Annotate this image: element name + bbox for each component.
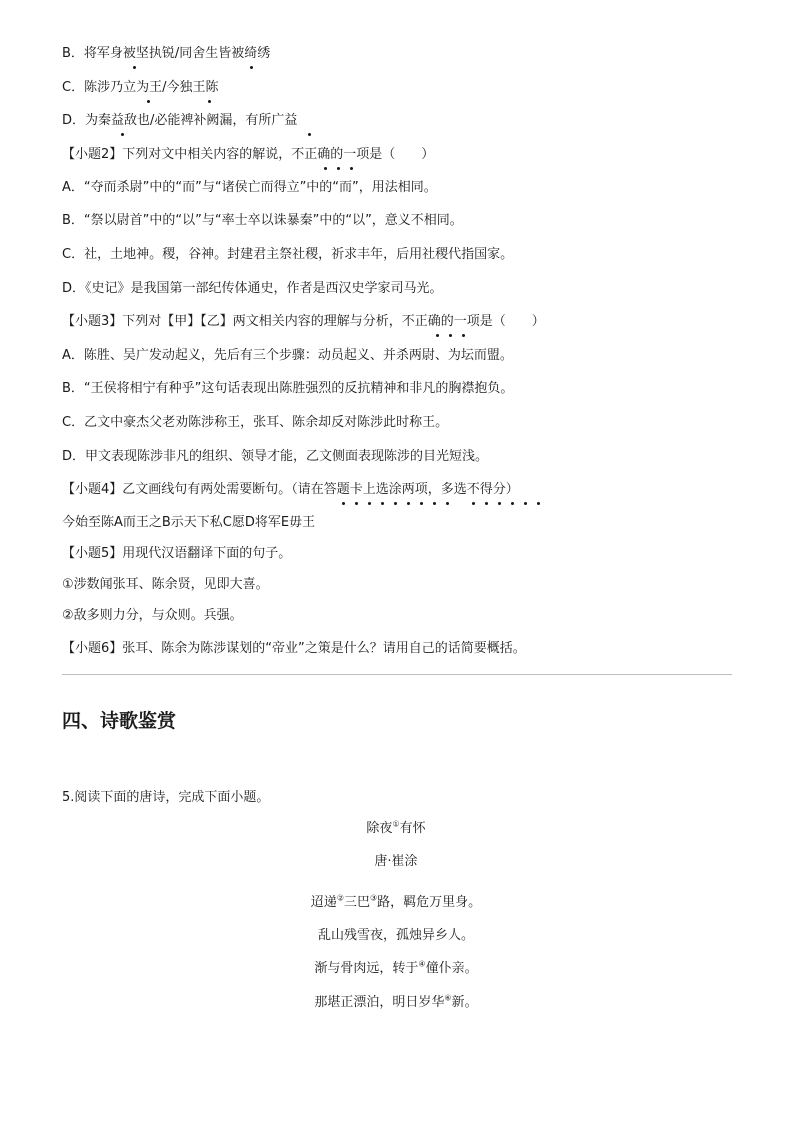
- q5-stem: 【小题5】用现代汉语翻译下面的句子。: [62, 546, 292, 561]
- q2-option-d: D．《史记》是我国第一部纪传体通史，作者是西汉史学家司马光。: [62, 281, 443, 296]
- poem-line-3: 渐与骨肉远，转于④僮仆亲。: [314, 959, 478, 976]
- emphasis-dot: [250, 66, 253, 69]
- emphasis-dot: [436, 334, 439, 337]
- emphasis-dot: [208, 100, 211, 103]
- emphasis-dot: [407, 502, 410, 505]
- poem-line-1: 迢递②三巴③路，羁危万里身。: [310, 893, 482, 910]
- poem-line-2: 乱山残雪夜，孤烛异乡人。: [317, 928, 474, 943]
- q4-sentence: 今始至陈A而王之B示天下私C愿D将军E毋王: [62, 515, 316, 530]
- emphasis-dot: [420, 502, 423, 505]
- footnote-marker: ②: [336, 893, 344, 903]
- emphasis-dot: [394, 502, 397, 505]
- poem-line-4: 那堪正漂泊，明日岁华⑥新。: [314, 993, 478, 1010]
- footnote-marker: ①: [392, 819, 400, 829]
- footnote-marker: ③: [370, 893, 378, 903]
- poem-author: 唐·崔涂: [374, 854, 418, 869]
- emphasis-dot: [537, 502, 540, 505]
- q3-option-c: C．乙文中豪杰父老劝陈涉称王，张耳、陈余却反对陈涉此时称王。: [62, 415, 449, 430]
- section-heading: 四、诗歌鉴赏: [62, 710, 177, 732]
- emphasis-dot: [324, 167, 327, 170]
- emphasis-dot: [350, 167, 353, 170]
- q3-stem: 【小题3】下列对【甲】【乙】两文相关内容的理解与分析，不正确的一项是（ ）: [62, 314, 545, 329]
- q1-option-b: B．将军身被坚执锐/同舍生皆被绮绣: [62, 46, 271, 61]
- emphasis-dot: [485, 502, 488, 505]
- footnote-marker: ④: [418, 959, 426, 969]
- emphasis-dot: [133, 66, 136, 69]
- emphasis-dot: [498, 502, 501, 505]
- q4-stem: 【小题4】乙文画线句有两处需要断句。（请在答题卡上选涂两项，多选不得分）: [62, 482, 519, 497]
- emphasis-dot: [524, 502, 527, 505]
- poem-title: 除夜①有怀: [366, 819, 426, 836]
- emphasis-dot: [121, 133, 124, 136]
- q5-sentence-1: ①涉数闻张耳、陈余贤，见即大喜。: [62, 577, 269, 592]
- section-divider: [62, 674, 732, 675]
- emphasis-dot: [147, 100, 150, 103]
- emphasis-dot: [433, 502, 436, 505]
- q2-option-c: C．社，土地神。稷，谷神。封建君主祭社稷，祈求丰年，后用社稷代指国家。: [62, 247, 514, 262]
- q3-option-d: D．甲文表现陈涉非凡的组织、领导才能，乙文侧面表现陈涉的目光短浅。: [62, 449, 489, 464]
- q2-option-a: A．“夺而杀尉”中的“而”与“诸侯亡而得立”中的“而”，用法相同。: [62, 180, 437, 195]
- q1-option-c: C．陈涉乃立为王/今独王陈: [62, 80, 219, 95]
- q1-option-d: D．为秦益敌也/必能裨补阙漏，有所广益: [62, 113, 298, 128]
- emphasis-dot: [368, 502, 371, 505]
- emphasis-dot: [511, 502, 514, 505]
- emphasis-dot: [308, 133, 311, 136]
- q2-option-b: B．“祭以尉首”中的“以”与“率士卒以诛暴秦”中的“以”，意义不相同。: [62, 213, 463, 228]
- q3-option-a: A．陈胜、吴广发动起义，先后有三个步骤：动员起义、并杀两尉、为坛而盟。: [62, 348, 513, 363]
- emphasis-dot: [472, 502, 475, 505]
- emphasis-dot: [337, 167, 340, 170]
- emphasis-dot: [446, 502, 449, 505]
- emphasis-dot: [355, 502, 358, 505]
- q6-stem: 【小题6】张耳、陈余为陈涉谋划的“帝业”之策是什么？请用自己的话简要概括。: [62, 641, 526, 656]
- q3-option-b: B．“王侯将相宁有种乎”这句话表现出陈胜强烈的反抗精神和非凡的胸襟抱负。: [62, 381, 514, 396]
- section-instruction: 5.阅读下面的唐诗，完成下面小题。: [62, 790, 270, 805]
- footnote-marker: ⑥: [444, 993, 452, 1003]
- emphasis-dot: [381, 502, 384, 505]
- emphasis-dot: [342, 502, 345, 505]
- q5-sentence-2: ②敌多则力分，与众则。兵强。: [62, 608, 243, 623]
- q2-stem: 【小题2】下列对文中相关内容的解说，不正确的一项是（ ）: [62, 147, 435, 162]
- emphasis-dot: [462, 334, 465, 337]
- emphasis-dot: [449, 334, 452, 337]
